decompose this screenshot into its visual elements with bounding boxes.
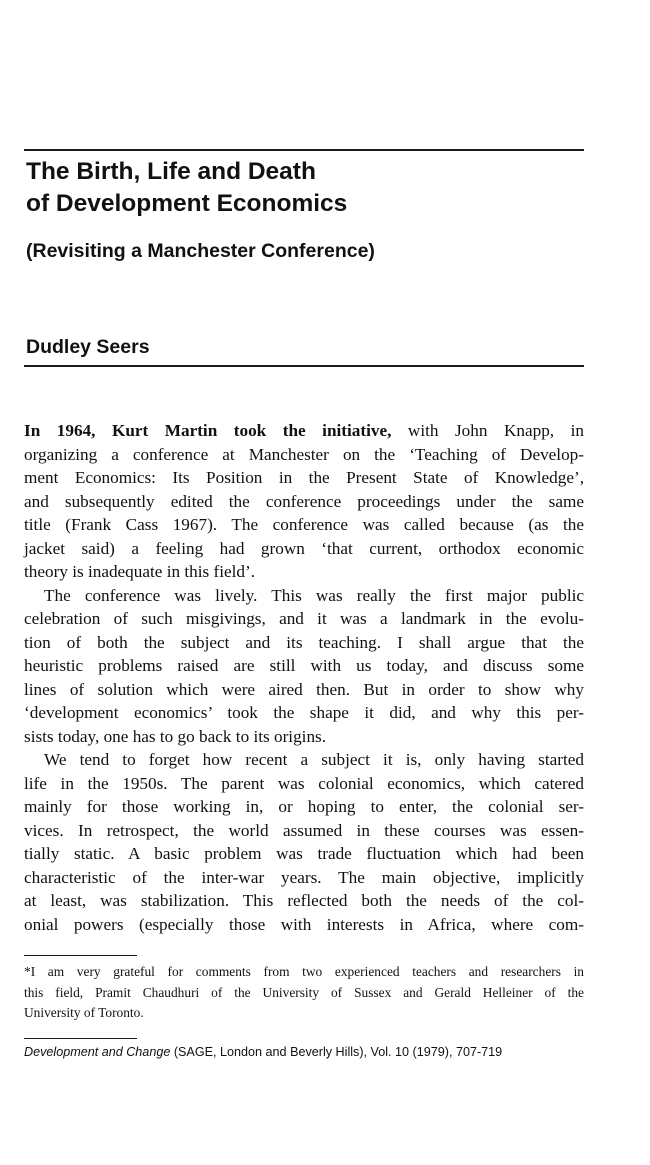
- journal-name: Development and Change: [24, 1045, 171, 1059]
- journal-citation: [24, 1042, 584, 1062]
- body-line: theory is inadequate in this field’.: [24, 562, 256, 581]
- body-line: tion of both the subject and its teaching. I shall argue that the: [24, 632, 584, 652]
- journal-details: (SAGE, London and Beverly Hills), Vol. 10 (1979), 707-719: [170, 1045, 503, 1059]
- article-title: [26, 156, 347, 220]
- article-body: [24, 419, 584, 936]
- title-top-rule: [24, 149, 584, 151]
- footnote-line: *I am very grateful for comments from two experienced teachers and researchers in: [24, 964, 584, 979]
- author-name: Dudley Seers: [26, 336, 150, 358]
- body-line: We tend to forget how recent a subject it is, only having started: [44, 750, 584, 769]
- body-line: organizing a conference at Manchester on the ‘Teaching of Develop-: [24, 444, 584, 464]
- body-line: characteristic of the inter-war years. The main objective, implicitly: [24, 867, 584, 887]
- article-title-line-1: The Birth, Life and Death: [26, 158, 316, 185]
- footnote-line: University of Toronto.: [24, 1005, 144, 1020]
- body-line: and subsequently edited the conference proceedings under the same: [24, 491, 584, 511]
- body-line: at least, was stabilization. This reflected both the needs of the col-: [24, 891, 584, 910]
- body-line: ment Economics: Its Position in the Present State of Knowledge’,: [24, 468, 584, 487]
- body-line: lines of solution which were aired then. But in order to show why: [24, 679, 584, 699]
- footnote: [24, 962, 584, 1024]
- body-line: [24, 419, 584, 443]
- article-subtitle: (Revisiting a Manchester Conference): [26, 240, 375, 262]
- body-line: title (Frank Cass 1967). The conference was called because (as the: [24, 515, 584, 534]
- citation-rule: [24, 1038, 137, 1039]
- lead-in-bold: In 1964, Kurt Martin took the initiative,: [24, 421, 392, 440]
- body-line: onial powers (especially those with interests in Africa, where com-: [24, 914, 584, 934]
- body-line-text: with John Knapp, in: [391, 421, 584, 440]
- body-line: sists today, one has to go back to its origins.: [24, 726, 327, 746]
- footnote-line: this field, Pramit Chaudhuri of the University of Sussex and Gerald Helleiner of the: [24, 984, 584, 1000]
- body-line: heuristic problems raised are still with us today, and discuss some: [24, 656, 584, 675]
- body-line: mainly for those working in, or hoping to enter, the colonial ser-: [24, 797, 584, 816]
- body-line: tially static. A basic problem was trade fluctuation which had been: [24, 844, 584, 863]
- author-bottom-rule: [24, 365, 584, 367]
- footnote-rule: [24, 955, 137, 956]
- body-line: The conference was lively. This was really the first major public: [44, 585, 584, 605]
- body-line: celebration of such misgivings, and it was a landmark in the evolu-: [24, 609, 584, 628]
- body-line: jacket said) a feeling had grown ‘that current, orthodox economic: [24, 538, 584, 558]
- body-line: ‘development economics’ took the shape it did, and why this per-: [24, 703, 584, 722]
- body-line: vices. In retrospect, the world assumed in these courses was essen-: [24, 820, 584, 840]
- article-title-line-2: of Development Economics: [26, 190, 348, 217]
- body-line: life in the 1950s. The parent was colonial economics, which catered: [24, 773, 584, 793]
